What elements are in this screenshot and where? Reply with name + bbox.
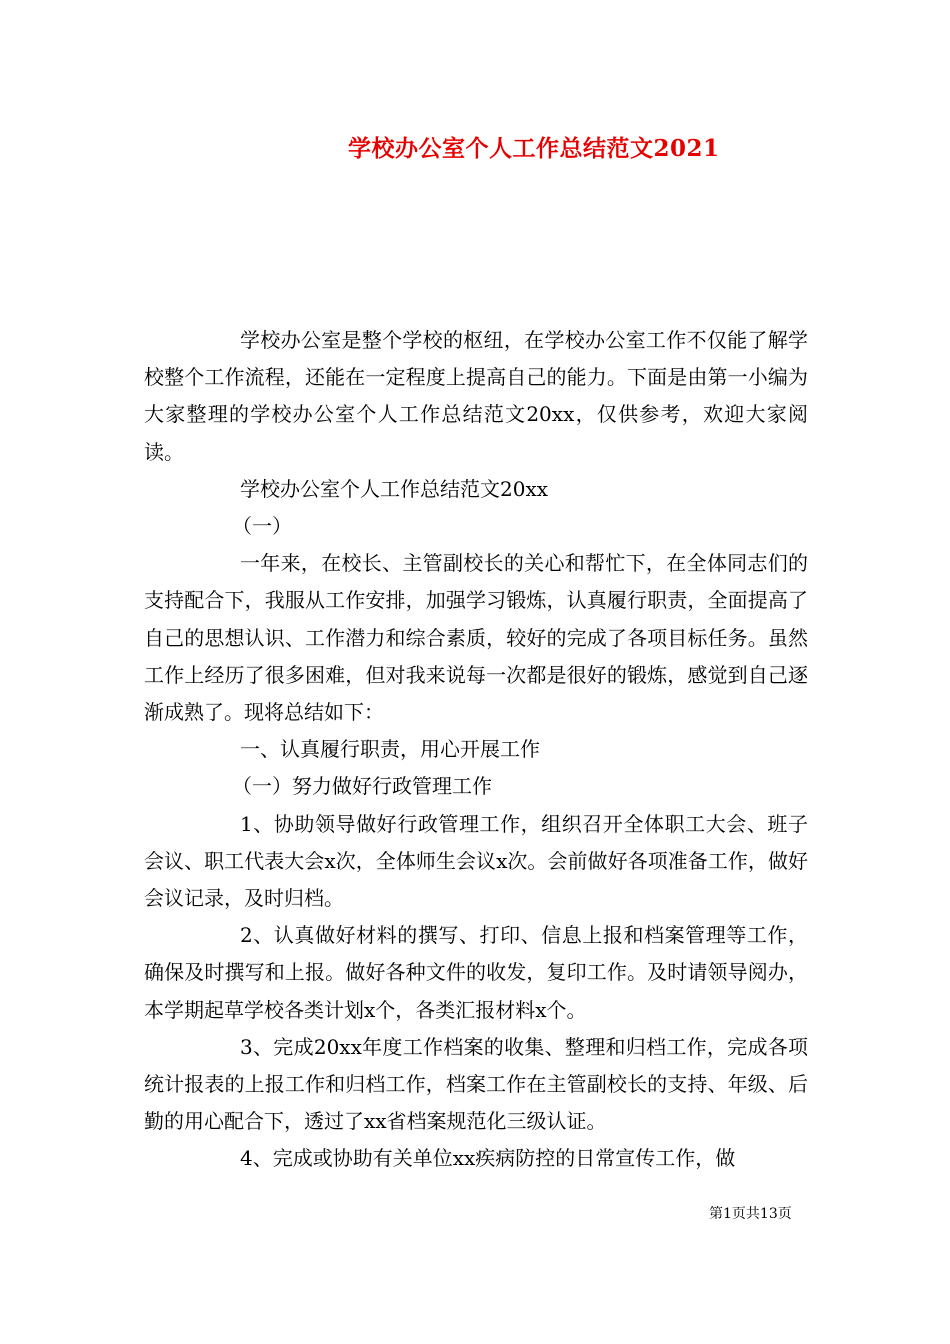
- item-4-paragraph: 4、完成或协助有关单位xx疾病防控的日常宣传工作，做: [240, 1146, 736, 1171]
- section-number: （一）: [232, 514, 292, 539]
- summary-paragraph: 一年来，在校长、主管副校长的关心和帮忙下，在全体同志们的支持配合下，我服从工作安排，加强学习锻炼，认真履行职责，全面提高了自己的思想认识、工作潜力和综合素质，较好的完成了各项目标任务。虽然工作上经历了很多困难，但对我来说每一次都是很好的锻炼，感觉到自己逐渐成熟了。现将总结如下：: [144, 551, 808, 725]
- item-3-paragraph: 3、完成20xx年度工作档案的收集、整理和归档工作，完成各项统计报表的上报工作和归档工作，档案工作在主管副校长的支持、年级、后勤的用心配合下，透过了xx省档案规范化三级认证。: [144, 1034, 808, 1134]
- subtitle-line: 学校办公室个人工作总结范文20xx: [240, 476, 549, 501]
- document-body: [144, 322, 808, 1178]
- heading-1-1: （一）努力做好行政管理工作: [232, 774, 492, 799]
- page-number: 第1页共13页: [709, 1206, 792, 1222]
- item-2-paragraph: 2、认真做好材料的撰写、打印、信息上报和档案管理等工作，确保及时撰写和上报。做好各种文件的收发，复印工作。及时请领导阅办，本学期起草学校各类计划x个，各类汇报材料x个。: [144, 923, 808, 1022]
- document-title: 学校办公室个人工作总结范文2021: [348, 135, 720, 162]
- item-1-paragraph: 1、协助领导做好行政管理工作，组织召开全体职工大会、班子会议、职工代表大会x次，全体师生会议x次。会前做好各项准备工作，做好会议记录，及时归档。: [144, 811, 808, 911]
- intro-paragraph: 学校办公室是整个学校的枢纽，在学校办公室工作不仅能了解学校整个工作流程，还能在一定程度上提高自己的能力。下面是由第一小编为大家整理的学校办公室个人工作总结范文20xx，仅供参考，欢迎大家阅读。: [144, 328, 808, 464]
- heading-1: 一、认真履行职责，用心开展工作: [240, 737, 540, 762]
